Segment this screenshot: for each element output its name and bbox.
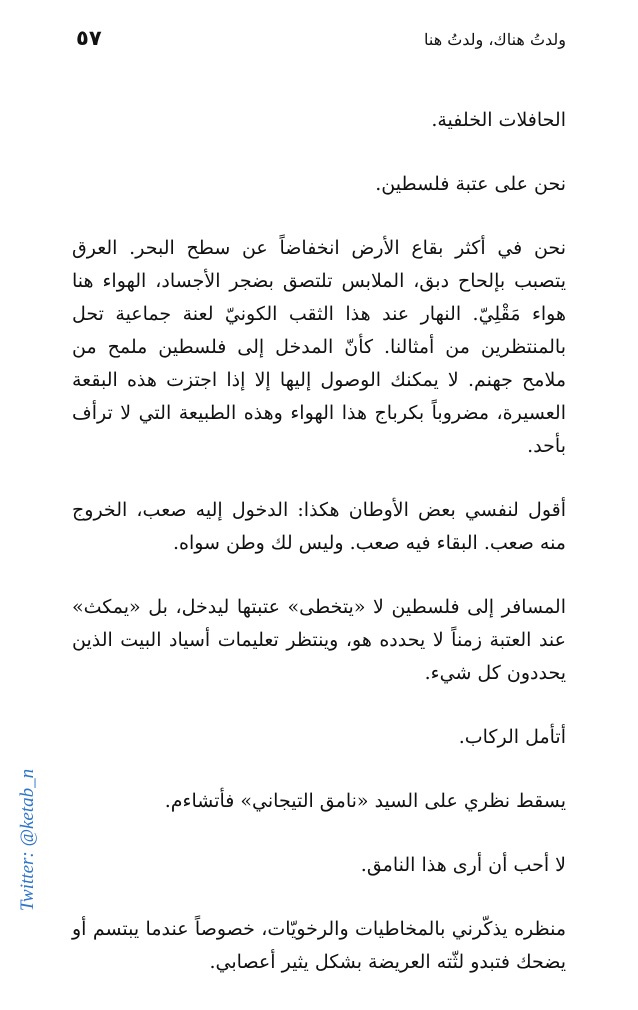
paragraph: أتأمل الركاب. xyxy=(458,726,566,748)
page-number: ٥٧ xyxy=(76,26,102,50)
running-title: ولدتُ هناك، ولدتُ هنا xyxy=(423,30,566,49)
paragraph: نحن على عتبة فلسطين. xyxy=(375,173,566,195)
body-text xyxy=(72,104,566,1010)
twitter-credit-text: Twitter: @ketab_n xyxy=(16,768,38,912)
twitter-credit-watermark xyxy=(8,745,48,935)
page-header xyxy=(70,26,566,58)
paragraph: الحافلات الخلفية. xyxy=(431,109,566,131)
paragraph: لا أحب أن أرى هذا النامق. xyxy=(360,854,566,876)
paragraph: أقول لنفسي بعض الأوطان هكذا: الدخول إليه صعب، الخروج منه صعب. البقاء فيه صعب. وليس لك وطن سواه. xyxy=(72,499,566,554)
paragraph: نحن في أكثر بقاع الأرض انخفاضاً عن سطح البحر. العرق يتصبب بإلحاح دبق، الملابس تلتصق بضجر الأجساد، الهواء هنا هواء مَقْلِيّ. النهار عند هذا الثقب الكونيّ لعنة جماعية تحل بالمنتظرين من أمثالنا. كأنّ المدخل إلى فلسطين ملمح من ملامح جهنم. لا يمكنك الوصول إليها إلا إذا اجتزت هذه البقعة العسيرة، مضروباً بكرباج هذا الهواء وهذه الطبيعة التي لا ترأف بأحد. xyxy=(72,237,566,457)
paragraph: يسقط نظري على السيد «نامق التيجاني» فأتشاءم. xyxy=(164,790,566,812)
paragraph: منظره يذكّرني بالمخاطيات والرخويّات، خصوصاً عندما يبتسم أو يضحك فتبدو لثّته العريضة بشكل يثير أعصابي. xyxy=(72,918,566,973)
paragraph: المسافر إلى فلسطين لا «يتخطى» عتبتها ليدخل، بل «يمكث» عند العتبة زمناً لا يحدده هو، وينتظر تعليمات أسياد البيت الذين يحددون كل شيء. xyxy=(72,596,566,684)
